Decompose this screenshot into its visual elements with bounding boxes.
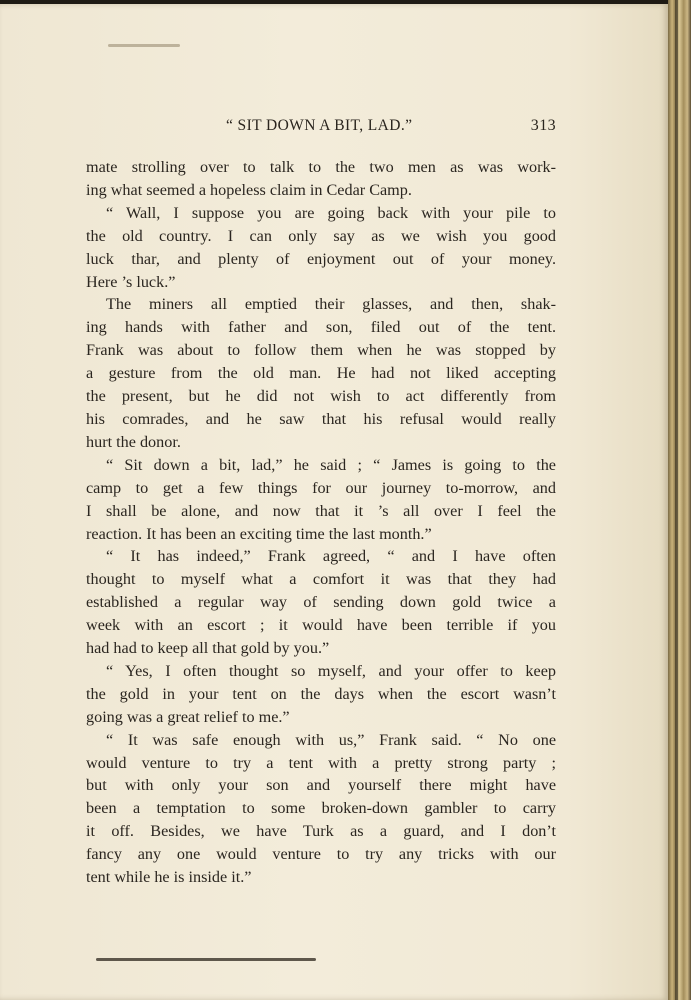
text-line: hurt the donor. [86,432,181,451]
ink-mark-bottom [96,958,316,961]
text-line: had had to keep all that gold by you.” [86,639,330,658]
text-line: “ It was safe enough with us,” Frank said. “ No one [106,730,556,749]
text-line: established a regular way of sending down gold twice a [86,593,556,612]
running-title: “ SIT DOWN A BIT, LAD.” [226,117,413,134]
text-line: “ Wall, I suppose you are going back with your pile to [106,203,556,222]
text-line: tent while he is inside it.” [86,868,252,887]
text-line: been a temptation to some broken-down gambler to carry [86,799,556,818]
text-line: ing what seemed a hopeless claim in Cedar Camp. [86,180,412,199]
text-line: I shall be alone, and now that it ’s all over I feel the [86,501,556,520]
text-line: but with only your son and yourself there might have [86,776,556,795]
page-edge-stack [668,0,691,1000]
text-line: camp to get a few things for our journey to-morrow, and [86,478,556,497]
book-page [0,4,668,1000]
text-line: ing hands with father and son, filed out of the tent. [86,318,556,337]
text-line: mate strolling over to talk to the two men as was work- [86,158,556,176]
ink-mark-top [108,44,180,47]
text-line: would venture to try a tent with a pretty strong party ; [86,753,556,772]
text-line: “ It has indeed,” Frank agreed, “ and I have often [106,547,556,566]
text-line: a gesture from the old man. He had not liked accepting [86,364,556,383]
text-line: going was a great relief to me.” [86,707,290,726]
text-line: it off. Besides, we have Turk as a guard, and I don’t [86,822,556,841]
text-line: week with an escort ; it would have been terrible if you [86,616,556,635]
text-line: his comrades, and he saw that his refusal would really [86,409,556,428]
page-header [86,117,556,139]
text-line: fancy any one would venture to try any tricks with our [86,845,556,864]
text-line: the old country. I can only say as we wish you good [86,226,556,245]
text-line: Frank was about to follow them when he was stopped by [86,341,556,360]
text-line: thought to myself what a comfort it was that they had [86,570,556,589]
text-line: luck thar, and plenty of enjoyment out of your money. [86,249,556,268]
body-text [86,156,556,889]
text-line: reaction. It has been an exciting time the last month.” [86,524,432,543]
text-line: Here ’s luck.” [86,272,176,291]
text-line: “ Yes, I often thought so myself, and your offer to keep [106,661,556,680]
text-line: “ Sit down a bit, lad,” he said ; “ James is going to the [106,455,556,474]
text-line: the present, but he did not wish to act differently from [86,387,556,406]
page-number: 313 [530,117,556,134]
text-line: The miners all emptied their glasses, and then, shak- [106,295,556,314]
text-line: the gold in your tent on the days when the escort wasn’t [86,684,556,703]
